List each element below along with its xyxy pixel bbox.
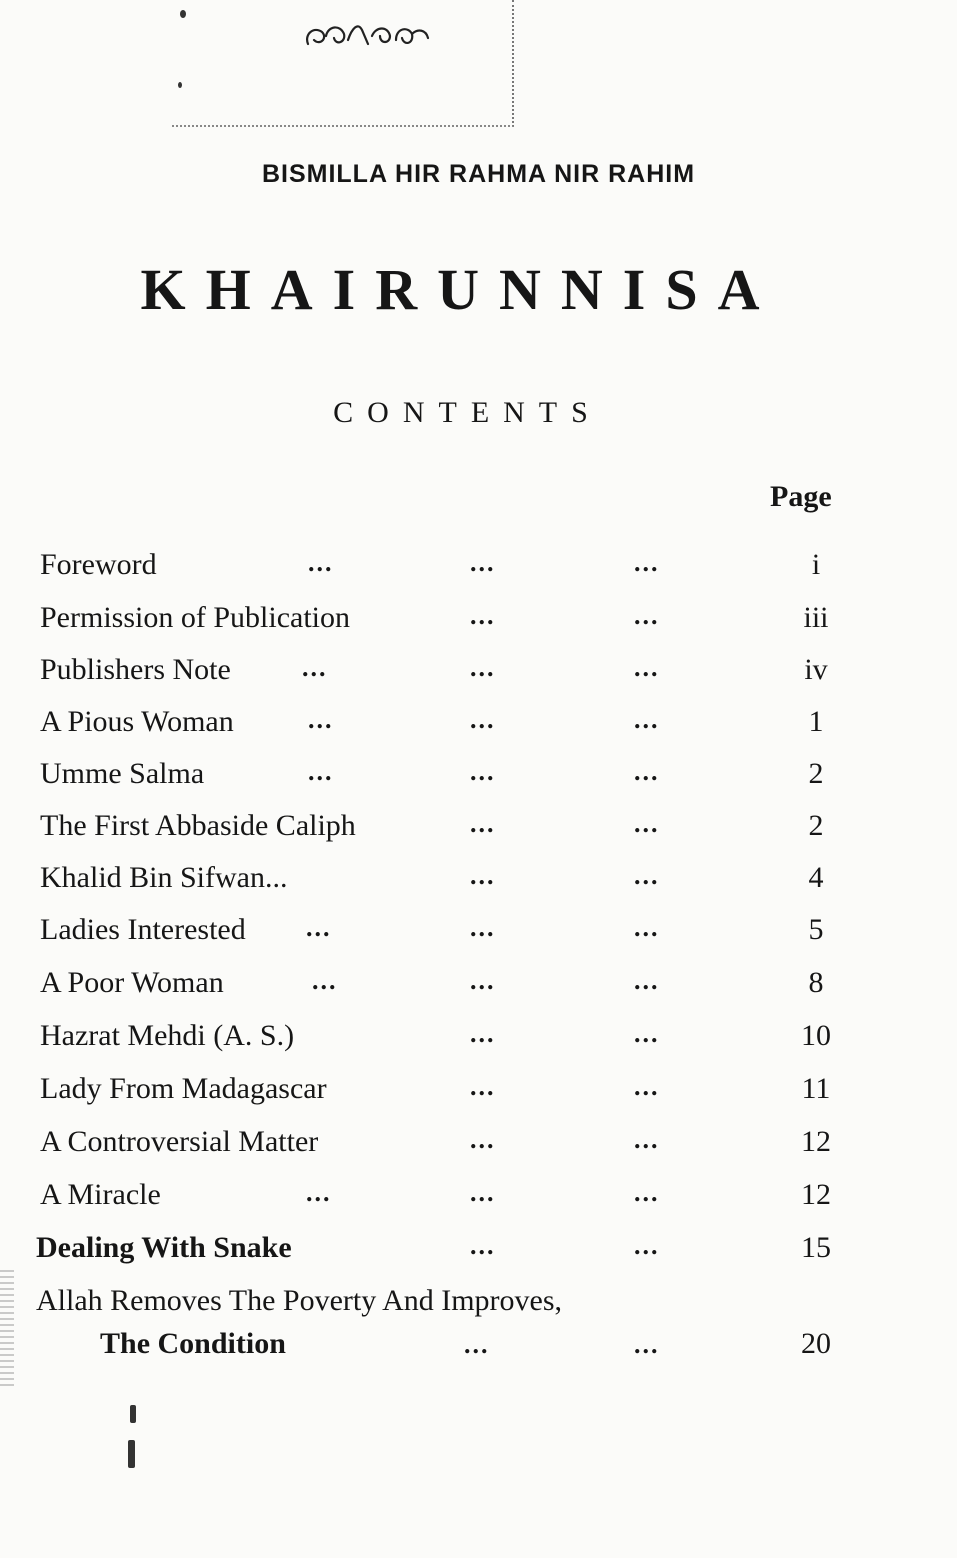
- leader-dots: ...: [306, 913, 332, 942]
- toc-entry-page: 8: [808, 966, 824, 999]
- toc-entry-title: Dealing With Snake: [36, 1231, 292, 1264]
- leader-dots: ...: [634, 966, 660, 995]
- leader-dots: ...: [464, 1330, 490, 1359]
- bismilla-heading: BISMILLA HIR RAHMA NIR RAHIM: [261, 160, 696, 188]
- leader-dots: ...: [634, 809, 660, 838]
- toc-entry-title: A Poor Woman: [40, 966, 224, 999]
- toc-entry-title: Hazrat Mehdi (A. S.): [40, 1019, 295, 1052]
- toc-entry: [0, 913, 957, 965]
- leader-dots: ...: [308, 548, 334, 577]
- leader-dots: ...: [634, 1019, 660, 1048]
- leader-dots: ...: [470, 861, 496, 890]
- toc-entry-title: Umme Salma: [40, 757, 205, 790]
- toc-entry-title: The First Abbaside Caliph: [40, 809, 356, 842]
- toc-entry: [0, 1125, 957, 1177]
- toc-entry: [0, 966, 957, 1018]
- contents-heading: CONTENTS: [333, 396, 602, 429]
- leader-dots: ...: [634, 1178, 660, 1207]
- toc-entry-title: Khalid Bin Sifwan...: [40, 861, 288, 894]
- toc-entry: [0, 757, 957, 809]
- toc-entry-title: Allah Removes The Poverty And Improves,: [36, 1284, 563, 1317]
- toc-entry-page: 20: [801, 1327, 831, 1360]
- toc-entry-title: A Pious Woman: [40, 705, 234, 738]
- leader-dots: ...: [470, 913, 496, 942]
- toc-entry-page: 11: [801, 1072, 831, 1105]
- toc-entry-title: A Miracle: [40, 1178, 161, 1211]
- leader-dots: ...: [634, 757, 660, 786]
- leader-dots: ...: [470, 705, 496, 734]
- toc-entry: [0, 809, 957, 861]
- toc-entry: [0, 601, 957, 653]
- leader-dots: ...: [634, 653, 660, 682]
- leader-dots: ...: [634, 1330, 660, 1359]
- toc-entry: [0, 1178, 957, 1230]
- handwritten-script-stamp-icon: [300, 6, 445, 56]
- leader-dots: ...: [470, 1178, 496, 1207]
- leader-dots: ...: [308, 757, 334, 786]
- toc-entry: [0, 1231, 957, 1283]
- toc-entry-page: 2: [808, 809, 824, 842]
- leader-dots: ...: [634, 913, 660, 942]
- toc-entry: [0, 1284, 957, 1374]
- toc-entry: [0, 1072, 957, 1124]
- leader-dots: ...: [470, 809, 496, 838]
- toc-entry-title: Lady From Madagascar: [40, 1072, 327, 1105]
- leader-dots: ...: [634, 861, 660, 890]
- page-column-label: Page: [770, 480, 832, 513]
- toc-entry-page: 15: [801, 1231, 831, 1264]
- ink-speck: [178, 82, 182, 88]
- leader-dots: ...: [634, 601, 660, 630]
- toc-entry-page: i: [811, 548, 821, 581]
- toc-entry-title: Foreword: [40, 548, 157, 581]
- leader-dots: ...: [470, 966, 496, 995]
- toc-entry-title: Publishers Note: [40, 653, 231, 686]
- ink-speck: [130, 1405, 136, 1423]
- leader-dots: ...: [302, 653, 328, 682]
- toc-entry-page: 10: [801, 1019, 831, 1052]
- toc-entry-page: 5: [808, 913, 824, 946]
- toc-entry-page: iii: [803, 601, 829, 634]
- leader-dots: ...: [634, 705, 660, 734]
- leader-dots: ...: [308, 705, 334, 734]
- leader-dots: ...: [470, 1072, 496, 1101]
- leader-dots: ...: [470, 1125, 496, 1154]
- toc-entry: [0, 1019, 957, 1071]
- toc-entry-page: 12: [801, 1125, 831, 1158]
- toc-entry-title: A Controversial Matter: [40, 1125, 319, 1158]
- leader-dots: ...: [634, 548, 660, 577]
- toc-entry-page: 1: [808, 705, 824, 738]
- toc-entry-page: 4: [808, 861, 824, 894]
- toc-entry-title: Permission of Publication: [40, 601, 350, 634]
- toc-entry-page: iv: [804, 653, 828, 686]
- toc-entry-page: 12: [801, 1178, 831, 1211]
- toc-entry-title: Ladies Interested: [40, 913, 246, 946]
- ink-speck: [180, 10, 186, 18]
- leader-dots: ...: [634, 1072, 660, 1101]
- toc-entry: [0, 653, 957, 705]
- leader-dots: ...: [470, 1019, 496, 1048]
- toc-entry-page: 2: [808, 757, 824, 790]
- leader-dots: ...: [306, 1178, 332, 1207]
- leader-dots: ...: [470, 601, 496, 630]
- leader-dots: ...: [470, 1231, 496, 1260]
- leader-dots: ...: [634, 1125, 660, 1154]
- leader-dots: ...: [470, 653, 496, 682]
- ink-speck: [128, 1440, 135, 1468]
- toc-entry: [0, 861, 957, 913]
- toc-entry-title-continued: The Condition: [100, 1327, 286, 1360]
- book-title: KHAIRUNNISA: [140, 257, 780, 322]
- leader-dots: ...: [634, 1231, 660, 1260]
- leader-dots: ...: [470, 757, 496, 786]
- toc-entry: [0, 548, 957, 600]
- leader-dots: ...: [312, 966, 338, 995]
- leader-dots: ...: [470, 548, 496, 577]
- toc-entry: [0, 705, 957, 757]
